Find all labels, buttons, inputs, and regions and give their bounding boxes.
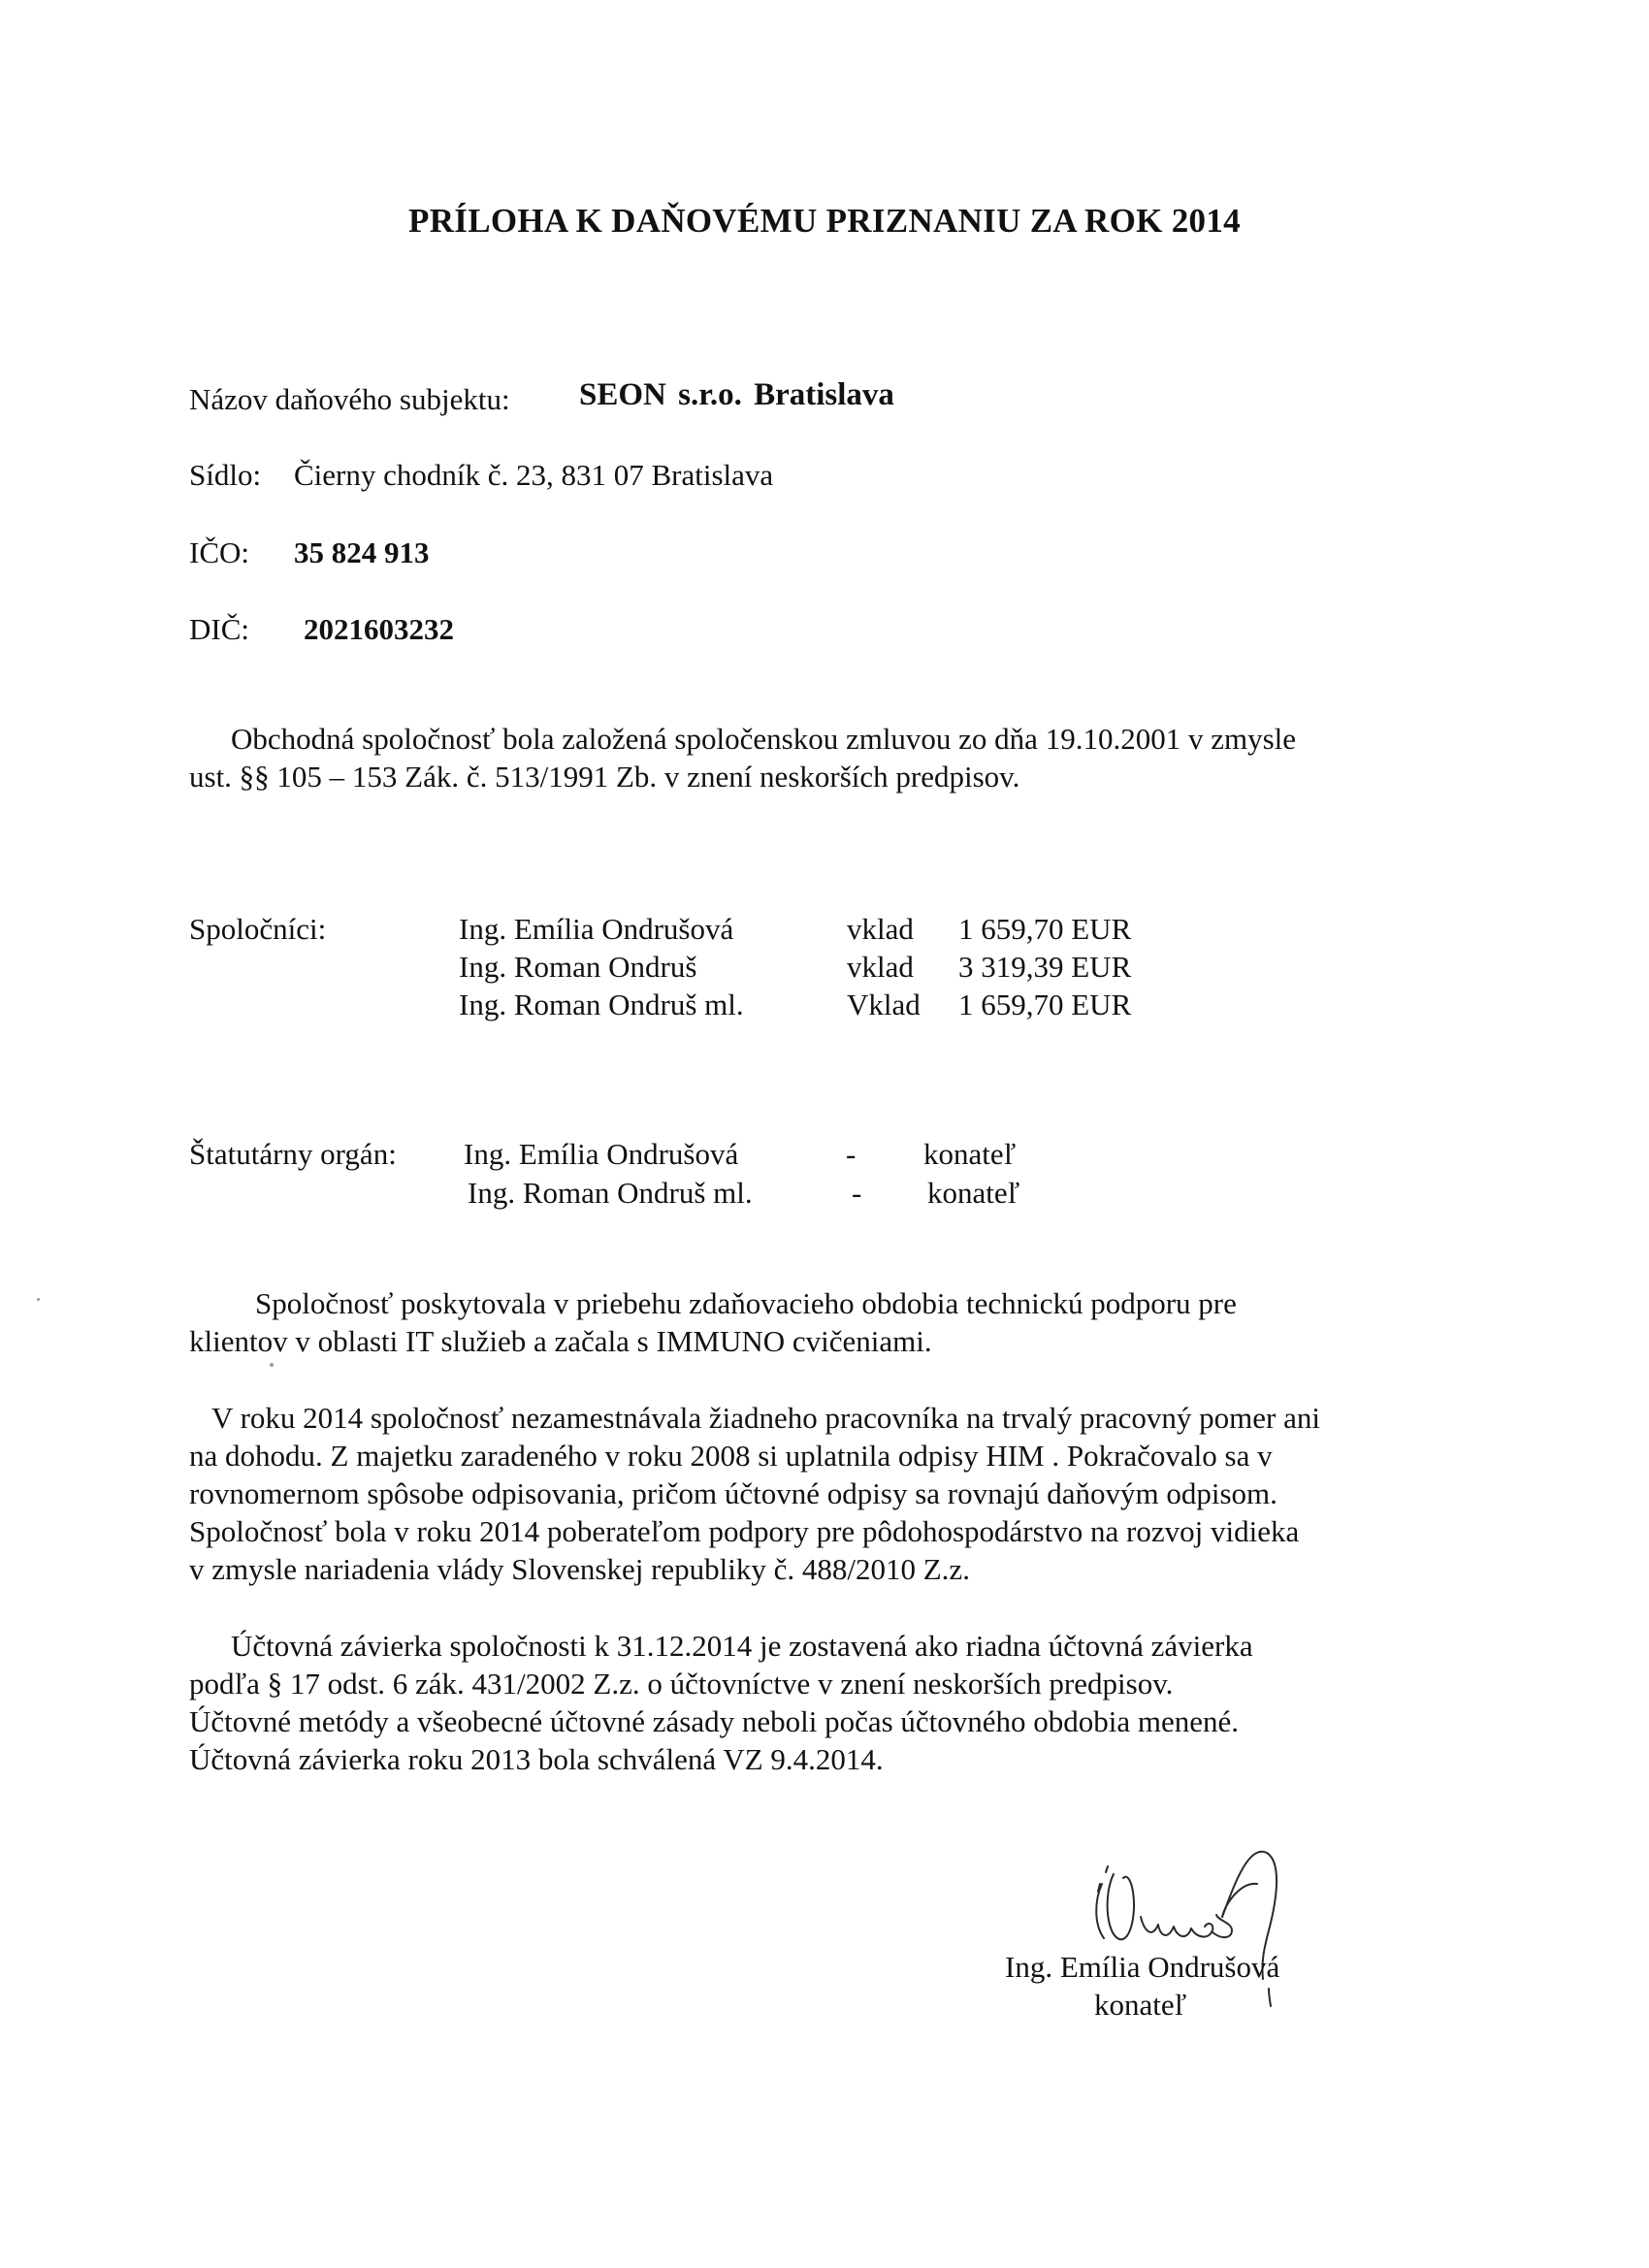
statutory-label: Štatutárny orgán: (189, 1137, 397, 1171)
accounts-line-4: Účtovná závierka roku 2013 bola schválená VZ 9.4.2014. (189, 1742, 884, 1776)
statutory-name: Ing. Emília Ondrušová (464, 1137, 739, 1171)
document-title: PRÍLOHA K DAŇOVÉMU PRIZNANIU ZA ROK 2014 (408, 202, 1241, 240)
scan-speck (270, 1363, 274, 1367)
statutory-dash: - (846, 1137, 857, 1171)
employment-line-3: rovnomernom spôsobe odpisovania, pričom účtovné odpisy sa rovnajú daňovým odpisom. (189, 1476, 1277, 1510)
partner-name: Ing. Roman Ondruš (459, 950, 697, 984)
employment-line-1: V roku 2014 spoločnosť nezamestnávala žiadneho pracovníka na trvalý pracovný pomer ani (211, 1401, 1320, 1435)
partner-kind: vklad (847, 950, 914, 984)
accounts-line-1: Účtovná závierka spoločnosti k 31.12.2014 je zostavená ako riadna účtovná závierka (231, 1629, 1253, 1663)
employment-line-5: v zmysle nariadenia vlády Slovenskej republiky č. 488/2010 Z.z. (189, 1552, 970, 1586)
employment-line-4: Spoločnosť bola v roku 2014 poberateľom podpory pre pôdohospodárstvo na rozvoj vidieka (189, 1514, 1300, 1548)
scan-speck (37, 1298, 40, 1301)
partner-amount: 3 319,39 EUR (958, 950, 1132, 984)
partners-label: Spoločníci: (189, 912, 327, 946)
employment-line-2: na dohodu. Z majetku zaradeného v roku 2008 si uplatnila odpisy HIM . Pokračovalo sa v (189, 1439, 1273, 1473)
statutory-role: konateľ (927, 1176, 1020, 1210)
ico-label: IČO: (189, 535, 249, 569)
ico-value: 35 824 913 (294, 535, 430, 569)
partner-kind: vklad (847, 912, 914, 946)
partner-kind: Vklad (847, 988, 921, 1021)
dic-label: DIČ: (189, 612, 249, 646)
statutory-dash: - (852, 1176, 862, 1210)
subject-name-label: Názov daňového subjektu: (189, 382, 510, 416)
signatory-name: Ing. Emília Ondrušová (1005, 1950, 1280, 1984)
partner-amount: 1 659,70 EUR (958, 912, 1132, 946)
subject-name-value: SEON s.r.o. Bratislava (579, 377, 894, 412)
accounts-line-3: Účtovné metódy a všeobecné účtovné zásady neboli počas účtovného obdobia menené. (189, 1704, 1240, 1738)
statutory-name: Ing. Roman Ondruš ml. (468, 1176, 753, 1210)
activity-line-2: klientov v oblasti IT služieb a začala s IMMUNO cvičeniami. (189, 1324, 932, 1358)
dic-value: 2021603232 (304, 612, 454, 646)
founding-line-2: ust. §§ 105 – 153 Zák. č. 513/1991 Zb. v znení neskorších predpisov. (189, 760, 1020, 794)
statutory-role: konateľ (923, 1137, 1017, 1171)
activity-line-1: Spoločnosť poskytovala v priebehu zdaňovacieho obdobia technickú podporu pre (255, 1286, 1237, 1320)
seat-value: Čierny chodník č. 23, 831 07 Bratislava (294, 458, 774, 492)
founding-line-1: Obchodná spoločnosť bola založená spoločenskou zmluvou zo dňa 19.10.2001 v zmysle (231, 722, 1297, 756)
partner-name: Ing. Roman Ondruš ml. (459, 988, 744, 1021)
seat-label: Sídlo: (189, 458, 262, 492)
partner-amount: 1 659,70 EUR (958, 988, 1132, 1021)
signatory-role: konateľ (1094, 1988, 1187, 2022)
accounts-line-2: podľa § 17 odst. 6 zák. 431/2002 Z.z. o účtovníctve v znení neskorších predpisov. (189, 1667, 1174, 1701)
partner-name: Ing. Emília Ondrušová (459, 912, 734, 946)
